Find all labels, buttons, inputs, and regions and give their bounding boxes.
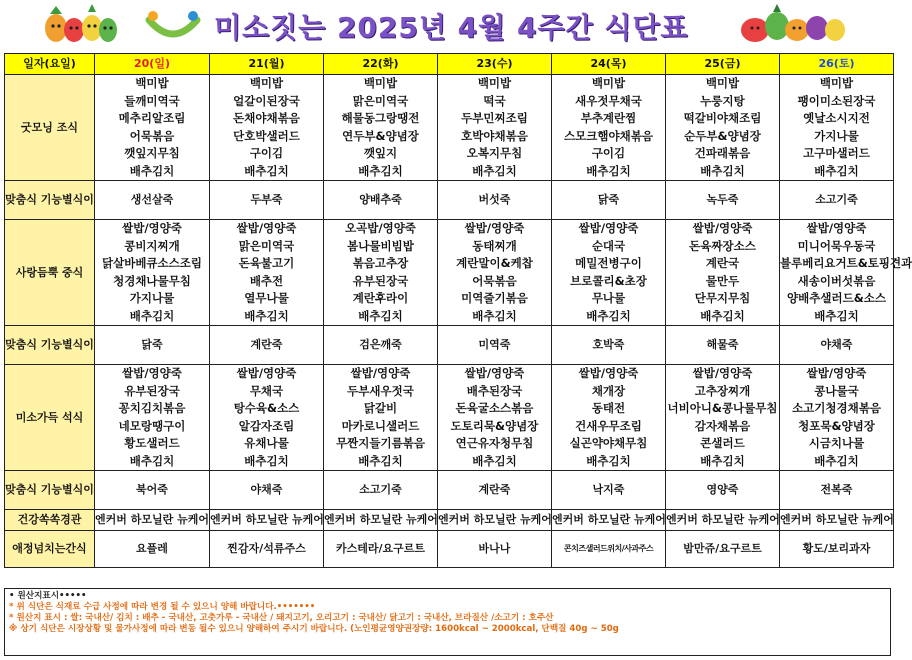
- menu-item: 콩비지찌개: [124, 238, 180, 253]
- footer-line: • 원산지표시•••••: [9, 591, 87, 601]
- menu-item: 배추김치: [358, 163, 403, 178]
- lunch-label: 사랑듬뿍 중식: [5, 220, 95, 326]
- porridge-cell: 녹두죽: [666, 181, 780, 220]
- lunch-cell: [552, 220, 666, 326]
- porridge-label: 맞춤식 기능별식이: [5, 471, 95, 510]
- menu-item: 단호박샐러드: [233, 128, 300, 143]
- menu-item: 소고기청경채볶음: [792, 401, 881, 415]
- snack-cell: 바나나: [438, 531, 552, 568]
- day-header-sunday: 20(일): [95, 54, 210, 75]
- menu-item: 새송이버섯볶음: [797, 273, 876, 288]
- weekly-menu-table: [4, 53, 912, 568]
- menu-item: 배추된장국: [466, 383, 523, 398]
- menu-item: 두부민찌조림: [461, 111, 528, 125]
- menu-item: 도토리묵&양념장: [450, 418, 539, 433]
- menu-item: 양배추샐러드&소스: [787, 291, 886, 305]
- health-formula-row: [5, 510, 894, 531]
- menu-item: 백미밥: [249, 76, 284, 90]
- porridge-cell: 계란죽: [438, 471, 552, 510]
- menu-item: 무짠지들기름볶음: [336, 436, 425, 450]
- menu-item: 블루베리요거트&토핑견과: [780, 256, 912, 270]
- menu-item: 메밀전병구이: [575, 256, 642, 270]
- menu-item: 깻잎지: [363, 146, 398, 160]
- health-cell: 엔커버 하모닐란 뉴케어: [95, 510, 210, 531]
- health-cell: 엔커버 하모닐란 뉴케어: [210, 510, 324, 531]
- porridge-cell: 닭죽: [95, 326, 210, 365]
- menu-item: 볶음고추장: [352, 256, 409, 270]
- menu-item: 콩나물국: [814, 383, 859, 398]
- porridge-cell: 검은깨죽: [324, 326, 438, 365]
- porridge-cell: 야채죽: [780, 326, 894, 365]
- menu-item: 오복지무침: [466, 146, 523, 160]
- menu-item: 건파래볶음: [694, 146, 751, 160]
- menu-item: 메추리알조림: [118, 111, 186, 125]
- breakfast-cell: [666, 75, 780, 181]
- menu-item: 해물동그랑땡전: [341, 111, 420, 125]
- breakfast-cell: [552, 75, 666, 181]
- menu-item: 닭갈비: [363, 401, 398, 415]
- menu-item: 동태찌개: [472, 238, 517, 253]
- snack-row: [5, 531, 894, 568]
- menu-item: 미역줄기볶음: [461, 291, 528, 305]
- menu-item: 백미밥: [591, 76, 626, 90]
- menu-item: 미니어묵우동국: [797, 238, 876, 253]
- porridge-cell: 생선살죽: [95, 181, 210, 220]
- menu-item: 쌀밥/영양죽: [578, 366, 639, 380]
- porridge-cell: 두부죽: [210, 181, 324, 220]
- dinner-cell: [210, 365, 324, 471]
- menu-item: 돈육굴소스볶음: [455, 401, 534, 415]
- menu-item: 순대국: [591, 238, 626, 253]
- menu-item: 쌀밥/영양죽: [464, 366, 525, 380]
- menu-item: 쌀밥/영양죽: [578, 221, 639, 235]
- menu-item: 무나물: [591, 291, 626, 305]
- health-cell: 엔커버 하모닐란 뉴케어: [438, 510, 552, 531]
- menu-item: 배추김치: [586, 308, 631, 323]
- snack-cell: 요플레: [95, 531, 210, 568]
- menu-item: 네모랑땡구이: [118, 418, 186, 433]
- dinner-cell: [95, 365, 210, 471]
- menu-item: 백미밥: [477, 76, 512, 90]
- menu-item: 배추김치: [472, 163, 517, 178]
- menu-item: 건새우무조림: [575, 418, 642, 433]
- porridge-cell: 낙지죽: [552, 471, 666, 510]
- menu-item: 열무나물: [244, 291, 289, 305]
- breakfast-cell: [780, 75, 894, 181]
- health-cell: 엔커버 하모닐란 뉴케어: [552, 510, 666, 531]
- menu-item: 계란국: [705, 256, 740, 270]
- porridge-cell: 영양죽: [666, 471, 780, 510]
- menu-item: 돈육불고기: [238, 256, 295, 270]
- menu-item: 배추김치: [814, 308, 859, 323]
- health-cell: 엔커버 하모닐란 뉴케어: [324, 510, 438, 531]
- lunch-cell: [324, 220, 438, 326]
- menu-item: 배추김치: [586, 163, 631, 178]
- menu-item: 백미밥: [705, 76, 740, 90]
- menu-item: 쌀밥/영양죽: [464, 221, 525, 235]
- menu-item: 동태전: [591, 401, 626, 415]
- menu-item: 배추김치: [244, 308, 289, 323]
- menu-item: 고추장찌개: [694, 383, 751, 398]
- date-label-header: 일자(요일): [5, 54, 95, 75]
- menu-item: 콘샐러드: [700, 436, 745, 450]
- lunch-cell: [780, 220, 912, 326]
- menu-item: 실곤약야채무침: [569, 436, 648, 450]
- day-header-monday: 21(월): [210, 54, 324, 75]
- footer-line: ※ 상기 식단은 시장상황 및 물가사정에 따라 변동 될수 있으니 양해하여 주시기 바랍니다. (노인평균영양권장량: 1600kcal ~ 2000kcal, 단백질 40g ~ 50g: [9, 624, 619, 634]
- porridge-row-3: [5, 471, 894, 510]
- breakfast-cell: [324, 75, 438, 181]
- menu-item: 가지나물: [129, 291, 175, 305]
- dinner-row: [5, 365, 894, 471]
- dinner-cell: [324, 365, 438, 471]
- menu-item: 구이김: [591, 146, 626, 160]
- menu-item: 배추김치: [244, 453, 289, 468]
- snack-cell: 밤만쥬/요구르트: [666, 531, 780, 568]
- menu-item: 배추전: [249, 273, 284, 288]
- menu-item: 깻잎지무침: [124, 146, 180, 160]
- porridge-cell: 호박죽: [552, 326, 666, 365]
- menu-item: 쌀밥/영양죽: [692, 221, 753, 235]
- menu-item: 배추김치: [586, 453, 631, 468]
- page-title: 미소짓는 2025년 4월 4주간 식단표: [214, 11, 689, 44]
- breakfast-cell: [95, 75, 210, 181]
- porridge-cell: 소고기죽: [780, 181, 894, 220]
- menu-item: 연근유자청무침: [455, 436, 534, 450]
- menu-item: 누룽지탕: [700, 93, 745, 108]
- dinner-cell: [438, 365, 552, 471]
- menu-item: 알감자조림: [238, 418, 295, 433]
- porridge-label: 맞춤식 기능별식이: [5, 181, 95, 220]
- day-header-thursday: 24(목): [552, 54, 666, 75]
- menu-item: 계란말이&케찹: [456, 256, 533, 270]
- menu-item: 팽이미소된장국: [797, 93, 876, 108]
- menu-item: 황도샐러드: [124, 436, 180, 450]
- snack-label: 애정넘치는간식: [5, 531, 95, 568]
- lunch-cell: [210, 220, 324, 326]
- vegetable-basket-icon: [735, 4, 850, 46]
- dinner-cell: [552, 365, 666, 471]
- menu-item: 어묵볶음: [129, 128, 175, 143]
- menu-item: 배추김치: [814, 163, 859, 178]
- porridge-cell: 버섯죽: [438, 181, 552, 220]
- menu-item: 계란후라이: [352, 291, 409, 305]
- menu-item: 청경채나물무침: [113, 273, 191, 288]
- porridge-label: 맞춤식 기능별식이: [5, 326, 95, 365]
- breakfast-cell: [438, 75, 552, 181]
- menu-item: 들깨미역국: [124, 93, 180, 108]
- day-header-wednesday: 23(수): [438, 54, 552, 75]
- footer-line: * 원산지 표시 : 쌀: 국내산/ 김치 : 배추 - 국내산, 고춧가루 - 국내산 / 돼지고기, 오리고기 : 국내산/ 닭고기 : 국내산, 브라질산 /소고기 : 호주산: [9, 613, 554, 623]
- snack-cell: 콘치즈샐러드위치/사과주스: [552, 531, 666, 568]
- menu-item: 맑은미역국: [238, 238, 295, 253]
- menu-item: 배추김치: [358, 453, 403, 468]
- menu-item: 스모크햄야채볶음: [564, 128, 653, 143]
- lunch-cell: [438, 220, 552, 326]
- menu-item: 맑은미역국: [352, 93, 409, 108]
- menu-item: 배추김치: [129, 453, 175, 468]
- snack-cell: 황도/보리과자: [780, 531, 894, 568]
- menu-item: 쌀밥/영양죽: [122, 221, 182, 235]
- menu-item: 쌀밥/영양죽: [122, 366, 182, 380]
- porridge-row-1: [5, 181, 894, 220]
- menu-item: 구이김: [249, 146, 284, 160]
- menu-item: 단무지무침: [694, 291, 751, 305]
- dinner-cell: [666, 365, 780, 471]
- menu-item: 시금치나물: [808, 436, 865, 450]
- porridge-cell: 양배추죽: [324, 181, 438, 220]
- breakfast-cell: [210, 75, 324, 181]
- lunch-cell: [95, 220, 210, 326]
- breakfast-row: [5, 75, 894, 181]
- menu-item: 돈육짜장소스: [689, 238, 756, 253]
- menu-item: 두부새우젓국: [347, 383, 414, 398]
- menu-item: 부추계란찜: [580, 111, 637, 125]
- menu-item: 채개장: [591, 383, 626, 398]
- menu-item: 연두부&양념장: [342, 128, 419, 143]
- porridge-cell: 소고기죽: [324, 471, 438, 510]
- menu-item: 너비아니&콩나물무침: [667, 401, 778, 415]
- health-label: 건강쏙쏙경관: [5, 510, 95, 531]
- smile-logo-icon: [143, 8, 203, 42]
- menu-item: 옛날소시지전: [803, 111, 870, 125]
- vegetable-characters-icon: [40, 4, 120, 46]
- porridge-cell: 북어죽: [95, 471, 210, 510]
- page-header: [0, 0, 898, 50]
- menu-item: 쌀밥/영양죽: [806, 221, 867, 235]
- menu-item: 백미밥: [363, 76, 398, 90]
- date-header-row: [5, 54, 894, 75]
- lunch-cell: [666, 220, 780, 326]
- menu-item: 어묵볶음: [472, 273, 517, 288]
- porridge-cell: 닭죽: [552, 181, 666, 220]
- lunch-row: [5, 220, 894, 326]
- menu-item: 봄나물비빔밥: [347, 238, 414, 253]
- menu-item: 떡갈비야채조림: [683, 111, 762, 125]
- porridge-cell: 계란죽: [210, 326, 324, 365]
- menu-item: 감자채볶음: [694, 418, 751, 433]
- menu-item: 쌀밥/영양죽: [692, 366, 753, 380]
- menu-item: 배추김치: [700, 308, 745, 323]
- menu-item: 고구마샐러드: [803, 146, 870, 160]
- menu-item: 배추김치: [814, 453, 859, 468]
- porridge-cell: 해물죽: [666, 326, 780, 365]
- health-cell: 엔커버 하모닐란 뉴케어: [666, 510, 780, 531]
- footer-line: * 위 식단은 식재료 수급 사정에 따라 변경 될 수 있으니 양해 바랍니다.•••••••: [9, 602, 316, 612]
- menu-item: 배추김치: [244, 163, 289, 178]
- menu-item: 오곡밥/영양죽: [345, 221, 416, 235]
- menu-item: 떡국: [483, 93, 506, 108]
- menu-item: 배추김치: [472, 453, 517, 468]
- menu-item: 유부된장국: [352, 273, 409, 288]
- menu-item: 청포묵&양념장: [798, 418, 875, 433]
- menu-item: 쌀밥/영양죽: [806, 366, 867, 380]
- menu-item: 순두부&양념장: [684, 128, 761, 143]
- menu-item: 배추김치: [358, 308, 403, 323]
- porridge-cell: 야채죽: [210, 471, 324, 510]
- breakfast-label: 굿모닝 조식: [5, 75, 95, 181]
- day-header-friday: 25(금): [666, 54, 780, 75]
- porridge-row-2: [5, 326, 894, 365]
- day-header-saturday: 26(토): [780, 54, 894, 75]
- snack-cell: 찐감자/석류주스: [210, 531, 324, 568]
- footer-notes: [4, 588, 891, 656]
- menu-item: 배추김치: [129, 308, 175, 323]
- menu-item: 마카로니샐러드: [341, 418, 420, 433]
- menu-item: 새우젓무채국: [575, 93, 642, 108]
- menu-item: 유채나물: [244, 436, 289, 450]
- menu-item: 탕수육&소스: [233, 401, 300, 415]
- menu-item: 돈채야채볶음: [233, 111, 300, 125]
- menu-item: 배추김치: [700, 453, 745, 468]
- menu-item: 백미밥: [135, 76, 169, 90]
- dinner-cell: [780, 365, 894, 471]
- menu-item: 배추김치: [700, 163, 745, 178]
- snack-cell: 카스테라/요구르트: [324, 531, 438, 568]
- menu-item: 쌀밥/영양죽: [236, 366, 297, 380]
- day-header-tuesday: 22(화): [324, 54, 438, 75]
- menu-item: 쌀밥/영양죽: [350, 366, 411, 380]
- menu-item: 유부된장국: [124, 383, 180, 398]
- menu-item: 무채국: [249, 383, 284, 398]
- menu-item: 꽁치김치볶음: [118, 401, 186, 415]
- menu-item: 백미밥: [819, 76, 854, 90]
- menu-item: 얼갈이된장국: [233, 93, 300, 108]
- porridge-cell: 전복죽: [780, 471, 894, 510]
- menu-item: 호박야채볶음: [461, 128, 528, 143]
- menu-item: 배추김치: [472, 308, 517, 323]
- dinner-label: 미소가득 석식: [5, 365, 95, 471]
- menu-item: 물만두: [705, 273, 740, 288]
- menu-item: 닭살바베큐소스조림: [102, 256, 202, 270]
- menu-item: 가지나물: [814, 128, 859, 143]
- porridge-cell: 미역죽: [438, 326, 552, 365]
- menu-item: 배추김치: [129, 163, 175, 178]
- health-cell: 엔커버 하모닐란 뉴케어: [780, 510, 894, 531]
- menu-item: 브로콜리&초장: [570, 273, 647, 288]
- menu-item: 쌀밥/영양죽: [236, 221, 297, 235]
